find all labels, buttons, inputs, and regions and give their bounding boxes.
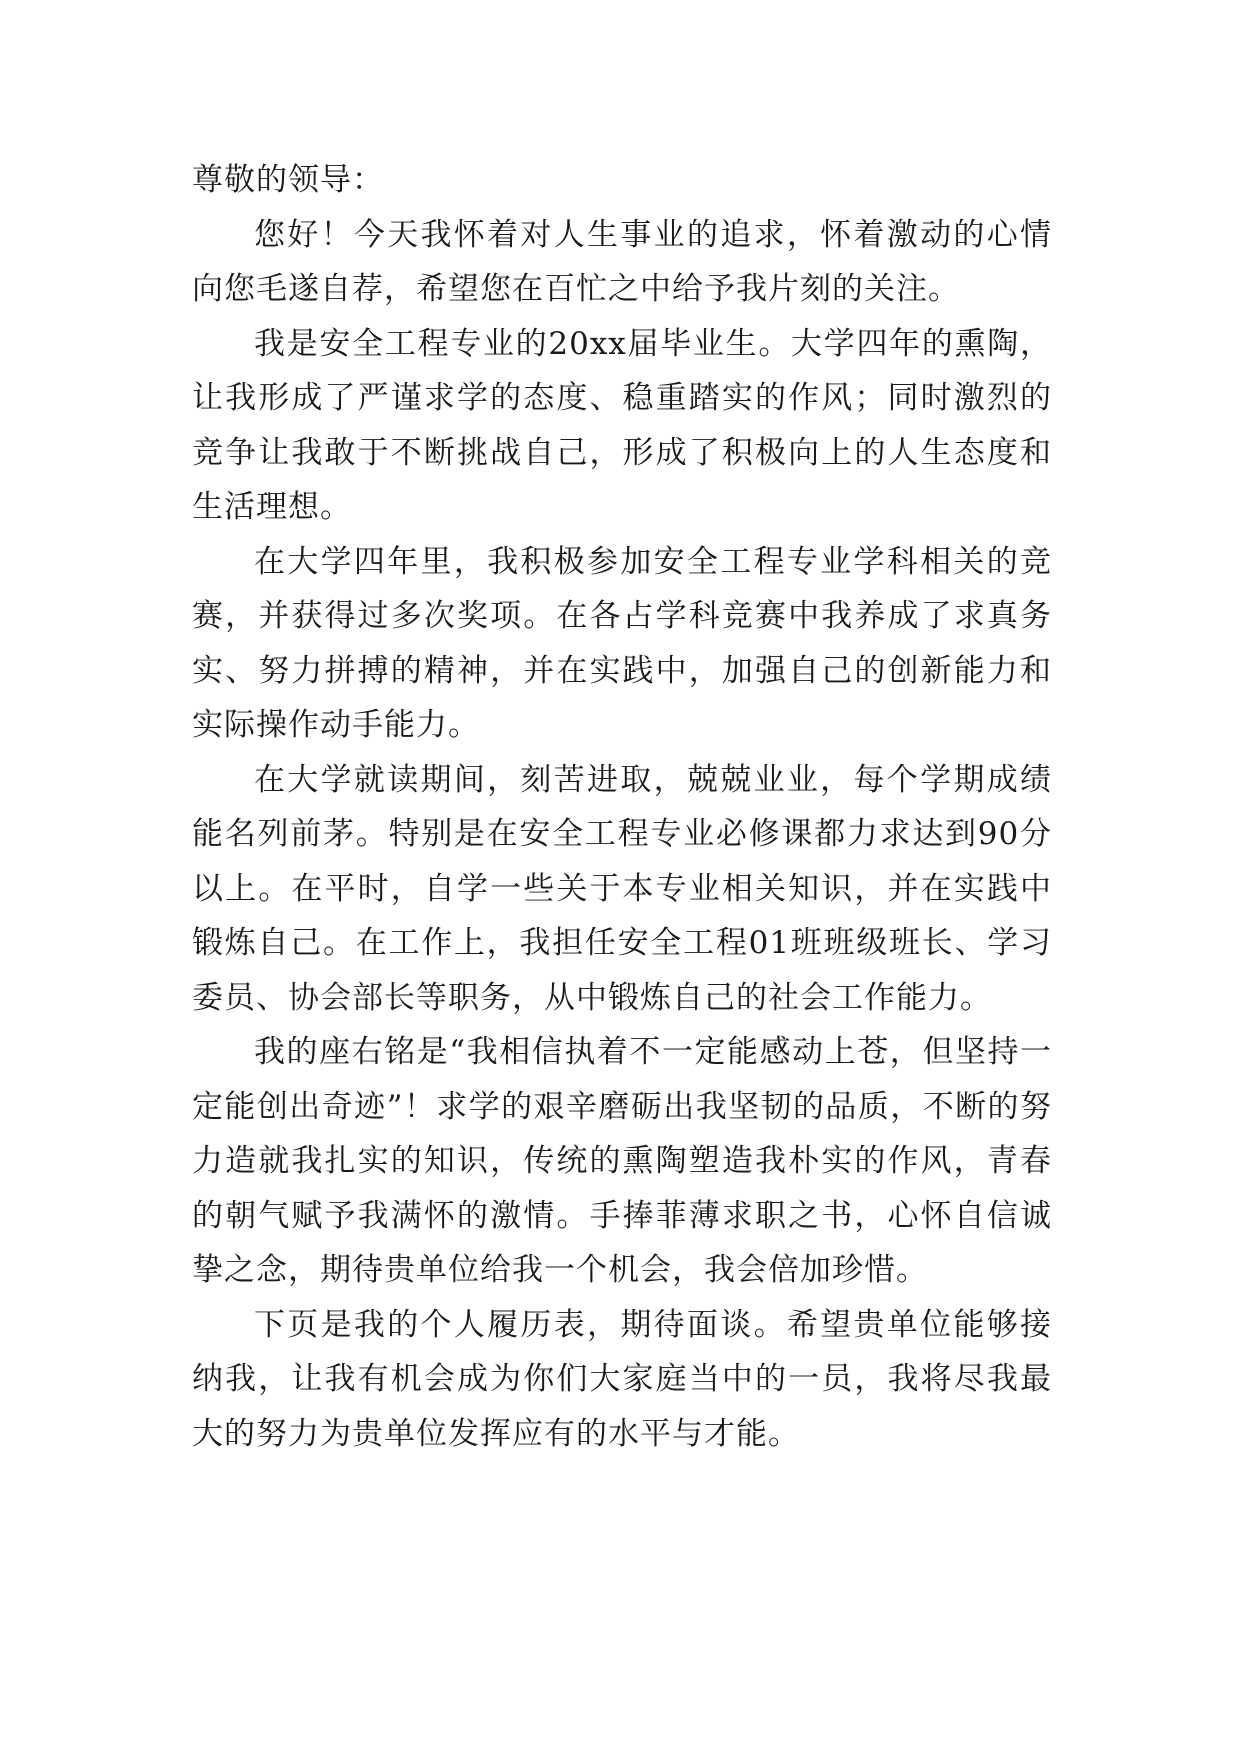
- paragraph-competitions: 在大学四年里，我积极参加安全工程专业学科相关的竞赛，并获得过多次奖项。在各占学科竞赛中我养成了求真务实、努力拼搏的精神，并在实践中，加强自己的创新能力和实际操作动手能力。: [192, 543, 1052, 743]
- paragraph-closing: 下页是我的个人履历表，期待面谈。希望贵单位能够接纳我，让我有机会成为你们大家庭当中的一员，我将尽我最大的努力为贵单位发挥应有的水平与才能。: [192, 1306, 1052, 1452]
- paragraph-greeting: 您好！今天我怀着对人生事业的追求，怀着激动的心情向您毛遂自荐，希望您在百忙之中给予我片刻的关注。: [192, 216, 1052, 307]
- paragraph-motto: 我的座右铭是“我相信执着不一定能感动上苍，但坚持一定能创出奇迹”！求学的艰辛磨砺出我坚韧的品质，不断的努力造就我扎实的知识，传统的熏陶塑造我朴实的作风，青春的朝气赋予我满怀的激情。手捧菲薄求职之书，心怀自信诚挚之念，期待贵单位给我一个机会，我会倍加珍惜。: [192, 1034, 1052, 1288]
- salutation: 尊敬的领导：: [192, 162, 384, 198]
- paragraph-background: 我是安全工程专业的20xx届毕业生。大学四年的熏陶，让我形成了严谨求学的态度、稳重踏实的作风；同时激烈的竞争让我敢于不断挑战自己，形成了积极向上的人生态度和生活理想。: [192, 325, 1052, 525]
- paragraph-academics: 在大学就读期间，刻苦进取，兢兢业业，每个学期成绩能名列前茅。特别是在安全工程专业必修课都力求达到90分以上。在平时，自学一些关于本专业相关知识，并在实践中锻炼自己。在工作上，我担任安全工程01班班级班长、学习委员、协会部长等职务，从中锻炼自己的社会工作能力。: [192, 761, 1052, 1016]
- cover-letter-body: [192, 153, 1052, 1461]
